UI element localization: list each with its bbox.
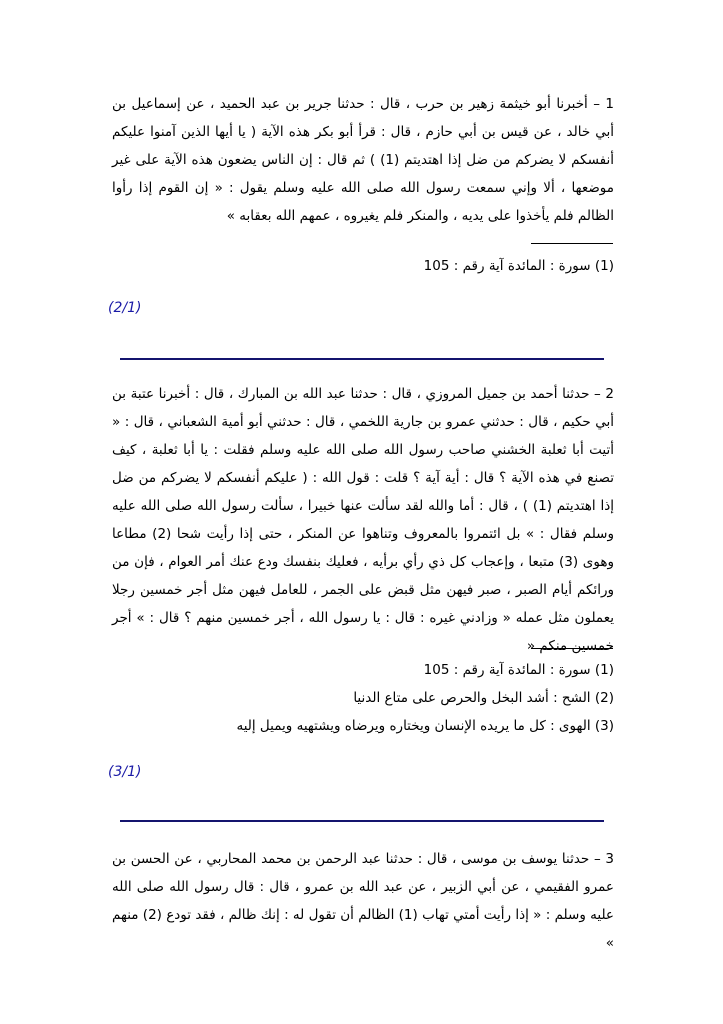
hadith-3 bbox=[112, 845, 614, 957]
footnote: (1) سورة : المائدة آية رقم : 105 bbox=[423, 662, 614, 678]
section-separator bbox=[120, 358, 604, 360]
hadith-2-footnotes bbox=[112, 656, 614, 740]
hadith-1-footnotes bbox=[112, 252, 614, 280]
footnote: (2) الشح : أشد البخل والحرص على متاع الدنيا bbox=[353, 690, 614, 706]
hadith-1-text: 1 – أخبرنا أبو خيثمة زهير بن حرب ، قال : حدثنا جرير بن عبد الحميد ، عن إسماعيل بن أبي خالد ، عن قيس بن أبي حازم ، قال : قرأ أبو بكر هذه الآية ( يا أيها الذين آمنوا عليكم أنفسكم لا يضركم من ضل إذا اهتديتم (1) ) ثم قال : إن الناس يضعون هذه الآية على غير موضعها ، ألا وإني سمعت رسول الله صلى الله عليه وسلم يقول : « إن القوم إذا رأوا الظالم فلم يأخذوا على يديه ، والمنكر فلم يغيروه ، عمهم الله بعقابه » bbox=[112, 96, 614, 224]
footnote: (3) الهوى : كل ما يريده الإنسان ويختاره ويرضاه ويشتهيه ويميل إليه bbox=[236, 718, 614, 734]
footnote: (1) سورة : المائدة آية رقم : 105 bbox=[423, 258, 614, 274]
page-reference: (2/1) bbox=[108, 300, 142, 316]
footnote-divider bbox=[531, 243, 613, 244]
page-reference: (3/1) bbox=[108, 764, 142, 780]
hadith-2-text: 2 – حدثنا أحمد بن جميل المروزي ، قال : حدثنا عبد الله بن المبارك ، قال : أخبرنا عتبة بن أبي حكيم ، قال : حدثني عمرو بن جارية اللخمي ، قال : حدثني أبو أمية الشعباني ، قال : « أتيت أبا ثعلبة الخشني صاحب رسول الله صلى الله عليه وسلم فقلت : يا أبا ثعلبة ، كيف تصنع في هذه الآية ؟ قال : أية آية ؟ قلت : قول الله : ( عليكم أنفسكم لا يضركم من ضل إذا اهتديتم (1) ) ، قال : أما والله لقد سألت عنها خبيرا ، سألت رسول الله صلى الله عليه وسلم فقال : » بل ائتمروا بالمعروف وتناهوا عن المنكر ، حتى إذا رأيت شحا (2) مطاعا وهوى (3) متبعا ، وإعجاب كل ذي رأي برأيه ، فعليك بنفسك ودع عنك أمر العوام ، فإن من ورائكم أيام الصبر ، صبر فيهن مثل قبض على الجمر ، للعامل فيهن مثل أجر خمسين رجلا يعملون مثل عمله « وزادني غيره : قال : يا رسول الله ، أجر خمسين منهم ؟ قال : » أجر خمسين منكم « bbox=[112, 386, 614, 654]
section-separator bbox=[120, 820, 604, 822]
hadith-3-text: 3 – حدثنا يوسف بن موسى ، قال : حدثنا عبد الرحمن بن محمد المحاربي ، عن الحسن بن عمرو الفقيمي ، عن أبي الزبير ، عن عبد الله بن عمرو ، قال : قال رسول الله صلى الله عليه وسلم : « إذا رأيت أمتي تهاب (1) الظالم أن تقول له : إنك ظالم ، فقد تودع (2) منهم » bbox=[112, 851, 614, 951]
hadith-1 bbox=[112, 90, 614, 230]
hadith-2 bbox=[112, 380, 614, 660]
footnote-divider bbox=[531, 648, 613, 649]
